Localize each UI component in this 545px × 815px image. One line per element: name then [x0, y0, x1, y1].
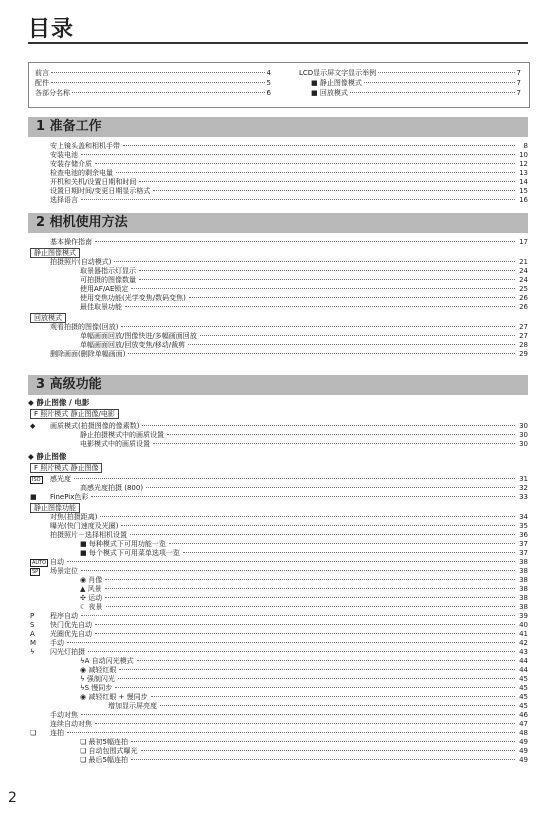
intro-entry[interactable]: 各部分名称 6 — [35, 89, 271, 97]
still-header: ◆ 静止图像 — [28, 452, 67, 461]
toc-entry-label: 单幅画面回放/图像快进/多幅画面回放 — [80, 332, 197, 340]
photo-mode-tag-still: F 照片模式 静止图像 — [30, 463, 102, 473]
leader-dots — [151, 696, 515, 697]
toc-entry-page: 38 — [519, 576, 528, 584]
toc-entry-page: 45 — [519, 684, 528, 692]
toc-entry-page: 41 — [519, 630, 528, 638]
toc-entry[interactable] — [28, 666, 528, 675]
toc-entry[interactable] — [28, 422, 528, 431]
toc-entry[interactable] — [28, 258, 528, 267]
toc-entry[interactable] — [28, 341, 528, 350]
toc-entry-label: 观看拍摄的图像(回放) — [50, 323, 119, 331]
toc-entry[interactable] — [28, 675, 528, 684]
section-3-list — [28, 398, 528, 765]
mode-icon: ■ — [30, 493, 37, 501]
toc-entry-page: 30 — [519, 422, 528, 430]
leader-dots — [67, 642, 515, 643]
leader-dots — [128, 353, 515, 354]
toc-entry-label: 检查电池的剩余电量 — [50, 169, 113, 177]
toc-entry[interactable] — [28, 522, 528, 531]
toc-entry[interactable] — [28, 196, 528, 205]
toc-entry-page: 17 — [519, 238, 528, 246]
playback-mode-tag: 回放模式 — [30, 313, 66, 323]
leader-dots — [123, 145, 515, 146]
toc-entry-label: ϟA 自动闪光模式 — [80, 657, 134, 665]
leader-dots — [118, 678, 515, 679]
toc-entry-label: 安上镜头盖和相机手带 — [50, 142, 120, 150]
leader-dots — [67, 561, 515, 562]
leader-dots — [188, 344, 515, 345]
toc-entry-page: 43 — [519, 648, 528, 656]
toc-entry-page: 38 — [519, 558, 528, 566]
toc-entry-page: 33 — [519, 493, 528, 501]
leader-dots — [91, 496, 515, 497]
leader-dots — [142, 425, 515, 426]
intro-entry[interactable]: ■ 回放模式 7 — [311, 89, 521, 97]
toc-entry-label: ❏ 最后5幅连拍 — [80, 756, 128, 764]
toc-entry-label: 电影模式中的画质设置 — [80, 440, 150, 448]
leader-dots — [141, 750, 515, 751]
toc-entry-page: 49 — [519, 738, 528, 746]
leader-dots — [81, 154, 515, 155]
toc-entry-label: ◉ 减轻红眼 + 慢同步 — [80, 693, 148, 701]
leader-dots — [139, 181, 515, 182]
toc-entry-label: 连续自动对焦 — [50, 720, 92, 728]
toc-entry[interactable] — [28, 169, 528, 178]
leader-dots — [81, 199, 515, 200]
leader-dots — [167, 434, 515, 435]
still-mode-tag: 静止图像模式 — [30, 248, 80, 258]
leader-dots — [137, 660, 515, 661]
toc-entry[interactable] — [28, 702, 528, 711]
toc-entry-label: 对焦(拍摄距离) — [50, 513, 98, 521]
toc-entry-page: 45 — [519, 675, 528, 683]
toc-entry[interactable] — [28, 720, 528, 729]
leader-dots — [121, 525, 515, 526]
toc-entry-page: 29 — [519, 350, 528, 358]
toc-entry[interactable] — [28, 630, 528, 639]
toc-entry-page: 10 — [519, 151, 528, 159]
toc-entry[interactable] — [28, 693, 528, 702]
toc-entry[interactable] — [28, 711, 528, 720]
mode-icon: ϟ — [30, 648, 35, 656]
page-title: 目录 — [28, 17, 75, 42]
leader-dots — [139, 279, 515, 280]
toc-entry-page: 34 — [519, 513, 528, 521]
mode-icon: AUTO — [32, 560, 47, 566]
mode-icon: P — [30, 612, 35, 620]
toc-entry[interactable] — [28, 594, 528, 603]
toc-entry-label: 场景定位 — [50, 567, 78, 575]
toc-entry[interactable] — [28, 738, 528, 747]
toc-entry-label: 程序自动 — [50, 612, 78, 620]
toc-entry-page: 37 — [519, 540, 528, 548]
toc-entry-label: 可拍摄的图像数量 — [80, 276, 136, 284]
toc-entry-page: 38 — [519, 603, 528, 611]
toc-entry-label: 快门优先自动 — [50, 621, 92, 629]
toc-entry-label: 取景器指示灯显示 — [80, 267, 136, 275]
toc-entry-page: 21 — [519, 258, 528, 266]
toc-entry-page: 14 — [519, 178, 528, 186]
toc-entry-page: 40 — [519, 621, 528, 629]
leader-dots — [119, 669, 515, 670]
toc-entry[interactable] — [28, 567, 528, 576]
toc-entry[interactable] — [28, 178, 528, 187]
toc-entry-page: 27 — [519, 323, 528, 331]
toc-entry[interactable] — [28, 747, 528, 756]
toc-entry-page: 37 — [519, 549, 528, 557]
toc-entry[interactable] — [28, 151, 528, 160]
mode-icon: A — [30, 630, 35, 638]
toc-entry-page: 45 — [519, 702, 528, 710]
leader-dots — [130, 534, 515, 535]
toc-entry-label: 选择语言 — [50, 196, 78, 204]
leader-dots — [81, 570, 515, 571]
leader-dots — [139, 270, 515, 271]
toc-entry[interactable] — [28, 142, 528, 151]
leader-dots — [146, 487, 515, 488]
toc-entry-page: 44 — [519, 666, 528, 674]
toc-entry-label: 单幅画面回放/回放变焦/移动/裁剪 — [80, 341, 186, 349]
toc-entry-label: 安装电池 — [50, 151, 78, 159]
leader-dots — [106, 606, 515, 607]
toc-entry[interactable] — [28, 294, 528, 303]
toc-entry-label: 开机和关机/设置日期和时间 — [50, 178, 137, 186]
toc-entry-label: 拍摄照片－选择相机设置 — [50, 531, 127, 539]
mode-icon: ❏ — [30, 729, 37, 737]
toc-entry[interactable] — [28, 612, 528, 621]
toc-entry[interactable] — [28, 285, 528, 294]
toc-entry-label: ϟ 强制闪光 — [80, 675, 115, 683]
toc-entry[interactable] — [28, 267, 528, 276]
toc-entry-label: 自动 — [50, 558, 64, 566]
toc-entry-label: 使用AF/AE锁定 — [80, 285, 129, 293]
toc-entry-page: 16 — [519, 196, 528, 204]
toc-entry-label: 基本操作指南 — [50, 238, 92, 246]
toc-entry-label: 光圈优先自动 — [50, 630, 92, 638]
leader-dots — [105, 597, 515, 598]
toc-entry-label: ◉ 减轻红眼 — [80, 666, 117, 674]
leader-dots — [95, 723, 515, 724]
toc-entry-page: 12 — [519, 160, 528, 168]
toc-entry-page: 38 — [519, 567, 528, 575]
leader-dots — [105, 579, 515, 580]
leader-dots — [160, 705, 515, 706]
leader-dots — [95, 633, 515, 634]
still-movie-header: ◆ 静止图像 / 电影 — [28, 398, 90, 407]
toc-entry[interactable] — [28, 531, 528, 540]
leader-dots — [67, 732, 515, 733]
toc-entry-page: 36 — [519, 531, 528, 539]
toc-entry-page: 28 — [519, 341, 528, 349]
leader-dots — [153, 443, 515, 444]
intro-entry[interactable]: LCD显示屏文字显示举例 7 — [299, 69, 521, 77]
section-2-list — [28, 238, 528, 359]
intro-entry[interactable]: ■ 静止图像模式 7 — [311, 79, 521, 87]
toc-entry-label: ■ 每种模式下可用功能一览 — [80, 540, 166, 548]
toc-entry-label: 画质模式(拍摄图像的像素数) — [50, 422, 140, 430]
toc-entry-label: 手动 — [50, 639, 64, 647]
section-2-header: 2 相机使用方法 — [28, 213, 528, 233]
toc-entry[interactable] — [28, 657, 528, 666]
toc-entry-label: ■ 每个模式下可用菜单选项一览 — [80, 549, 180, 557]
leader-dots — [125, 306, 515, 307]
toc-entry[interactable] — [28, 540, 528, 549]
leader-dots — [169, 543, 515, 544]
leader-dots — [131, 288, 515, 289]
mode-icon: ◆ — [30, 422, 36, 430]
toc-entry-label: 使用变焦功能(光学变焦/数码变焦) — [80, 294, 186, 302]
toc-entry-label: 手动对焦 — [50, 711, 78, 719]
leader-dots — [121, 326, 515, 327]
mode-icon: ISO — [32, 477, 41, 483]
toc-entry[interactable] — [28, 160, 528, 169]
toc-entry-label: 高感光度拍摄 (800) — [80, 484, 144, 492]
leader-dots — [115, 687, 515, 688]
toc-entry-page: 30 — [519, 440, 528, 448]
toc-entry[interactable] — [28, 603, 528, 612]
toc-entry-page: 46 — [519, 711, 528, 719]
section-1-header: 1 准备工作 — [28, 117, 528, 137]
toc-entry-page: 38 — [519, 594, 528, 602]
toc-entry[interactable] — [28, 549, 528, 558]
toc-entry-page: 39 — [519, 612, 528, 620]
toc-entry[interactable] — [28, 756, 528, 765]
title-divider — [28, 42, 528, 44]
toc-entry-page: 15 — [519, 187, 528, 195]
toc-entry-label: 安装存储介质 — [50, 160, 92, 168]
toc-entry-label: 拍摄照片(自动模式) — [50, 258, 112, 266]
toc-entry-page: 35 — [519, 522, 528, 530]
leader-dots — [95, 163, 515, 164]
toc-entry[interactable] — [28, 621, 528, 630]
toc-entry-page: 48 — [519, 729, 528, 737]
toc-entry-label: FinePix色彩 — [50, 493, 89, 501]
toc-entry-page: 42 — [519, 639, 528, 647]
mode-icon: SP — [32, 569, 39, 575]
toc-entry[interactable] — [28, 187, 528, 196]
toc-entry-page: 26 — [519, 303, 528, 311]
leader-dots — [81, 615, 515, 616]
toc-entry[interactable] — [28, 440, 528, 449]
toc-entry[interactable] — [28, 576, 528, 585]
toc-entry[interactable] — [28, 350, 528, 359]
toc-entry-page: 27 — [519, 332, 528, 340]
toc-entry[interactable] — [28, 513, 528, 522]
toc-entry[interactable] — [28, 276, 528, 285]
section-1-list — [28, 142, 528, 205]
toc-entry-label: 闪光灯拍摄 — [50, 648, 85, 656]
page-number: 2 — [8, 790, 17, 806]
toc-entry-page: 45 — [519, 693, 528, 701]
toc-entry-label: ❏ 自动包围式曝光 — [80, 747, 138, 755]
leader-dots — [116, 172, 515, 173]
toc-entry[interactable] — [28, 558, 528, 567]
leader-dots — [95, 241, 515, 242]
toc-entry-page: 24 — [519, 276, 528, 284]
still-function-tag: 静止图像功能 — [30, 503, 80, 513]
toc-entry-page: 44 — [519, 657, 528, 665]
toc-entry-page: 26 — [519, 294, 528, 302]
toc-entry-page: 49 — [519, 756, 528, 764]
toc-entry-page: 47 — [519, 720, 528, 728]
toc-entry[interactable] — [28, 431, 528, 440]
toc-entry-label: 删除画面(删除单幅画面) — [50, 350, 126, 358]
toc-entry[interactable] — [28, 729, 528, 738]
intro-box — [28, 62, 530, 108]
toc-entry-page: 32 — [519, 484, 528, 492]
toc-entry-label: 静止拍摄模式中的画质设置 — [80, 431, 164, 439]
toc-entry[interactable] — [28, 332, 528, 341]
toc-entry[interactable] — [28, 585, 528, 594]
toc-entry-label: 连拍 — [50, 729, 64, 737]
leader-dots — [81, 714, 515, 715]
toc-entry-page: 49 — [519, 747, 528, 755]
toc-entry[interactable] — [28, 238, 528, 247]
leader-dots — [74, 478, 515, 479]
leader-dots — [131, 741, 515, 742]
toc-entry-page: 38 — [519, 585, 528, 593]
toc-entry-page: 25 — [519, 285, 528, 293]
leader-dots — [100, 516, 515, 517]
section-3-header: 3 高级功能 — [28, 375, 528, 395]
leader-dots — [114, 261, 515, 262]
toc-entry-page: 24 — [519, 267, 528, 275]
leader-dots — [189, 297, 515, 298]
toc-entry-label: 感光度 — [50, 475, 71, 483]
photo-mode-tag: F 照片模式 静止图像/电影 — [30, 409, 119, 419]
leader-dots — [200, 335, 515, 336]
toc-entry-label: 增加显示屏亮度 — [108, 702, 157, 710]
leader-dots — [105, 588, 515, 589]
toc-entry[interactable] — [28, 684, 528, 693]
toc-entry-label: 曝光(快门速度及光圈) — [50, 522, 119, 530]
mode-icon: S — [30, 621, 35, 629]
leader-dots — [131, 759, 515, 760]
toc-entry-label: ☾ 夜景 — [80, 603, 103, 611]
toc-entry-label: ❏ 最初5幅连拍 — [80, 738, 128, 746]
toc-entry-label: 最佳取景功能 — [80, 303, 122, 311]
toc-entry-page: 8 — [523, 142, 528, 150]
toc-entry-label: 设置日期时间/变更日期显示格式 — [50, 187, 151, 195]
toc-entry-label: ϟS 慢同步 — [80, 684, 113, 692]
toc-entry[interactable] — [28, 475, 528, 484]
intro-entry[interactable]: 配件 5 — [35, 79, 271, 87]
leader-dots — [153, 190, 515, 191]
toc-entry-page: 13 — [519, 169, 528, 177]
toc-entry-label: ✣ 运动 — [80, 594, 103, 602]
mode-icon: M — [30, 639, 37, 647]
toc-entry-label: ▲ 风景 — [80, 585, 102, 593]
toc-entry[interactable] — [28, 484, 528, 493]
toc-entry[interactable] — [28, 323, 528, 332]
leader-dots — [183, 552, 515, 553]
toc-entry-page: 31 — [519, 475, 528, 483]
toc-entry[interactable] — [28, 648, 528, 657]
intro-entry[interactable]: 前言 4 — [35, 69, 271, 77]
toc-entry[interactable] — [28, 303, 528, 312]
toc-entry[interactable] — [28, 639, 528, 648]
leader-dots — [88, 651, 515, 652]
toc-entry-page: 30 — [519, 431, 528, 439]
leader-dots — [95, 624, 515, 625]
toc-entry[interactable] — [28, 493, 528, 502]
toc-entry-label: ◉ 肖像 — [80, 576, 103, 584]
